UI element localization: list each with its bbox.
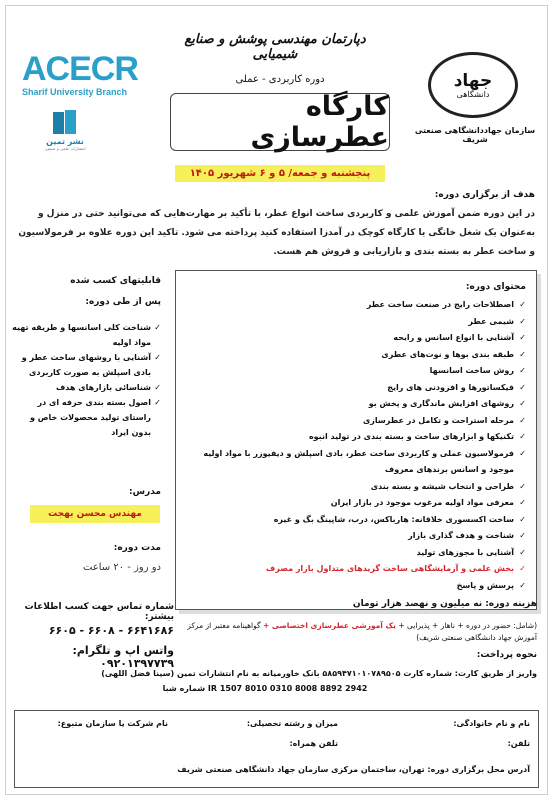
checkmark-icon: ✓ bbox=[519, 531, 526, 540]
jahad-org-name: سازمان جهاددانشگاهی صنعتی شریف bbox=[414, 126, 536, 144]
checkmark-icon: ✓ bbox=[519, 415, 526, 425]
tamin-logo-name: نشر تمین bbox=[46, 137, 84, 146]
content-item-text: آشنایی با انواع اسانس و رایحه bbox=[393, 333, 514, 342]
form-label-address: آدرس محل برگزاری دوره: تهران، ساختمان مرکزی سازمان جهاد دانشگاهی صنعتی شریف bbox=[177, 765, 530, 774]
checkmark-icon: ✓ bbox=[519, 448, 526, 458]
cost-detail-highlight: یک آموزشی عطرسازی اختصاصی + bbox=[262, 621, 396, 630]
content-heading: محتوای دوره: bbox=[465, 282, 526, 292]
form-label-education: میزان و رشته تحصیلی: bbox=[246, 719, 338, 728]
skill-item bbox=[11, 350, 161, 380]
title-box bbox=[170, 93, 390, 151]
payment-heading: نحوه پرداخت: bbox=[476, 650, 537, 660]
checkmark-icon: ✓ bbox=[519, 580, 526, 590]
skill-item-text: شناخت کلی اسانسها و طریقه تهیه مواد اولیه bbox=[12, 323, 151, 347]
cost-detail bbox=[177, 620, 537, 644]
course-cost: هزینه دوره: نه میلیون و نهصد هزار تومان bbox=[352, 599, 537, 609]
content-box bbox=[175, 270, 537, 610]
skills-heading: قابلیتهای کسب شده bbox=[70, 276, 161, 286]
content-item-text: معرفی مواد اولیه مرغوب موجود در بازار ایران bbox=[330, 498, 514, 507]
tamin-logo bbox=[40, 108, 90, 151]
content-item-text: تکنیکها و ابزارهای ساخت و بسته بندی در تولید انبوه bbox=[308, 432, 514, 441]
content-item bbox=[181, 380, 526, 397]
checkmark-icon: ✓ bbox=[519, 366, 526, 375]
course-type: دوره کاربردی - عملی bbox=[235, 74, 325, 85]
content-item-text: شیمی عطر bbox=[468, 316, 514, 326]
form-label-phone: تلفن: bbox=[507, 739, 530, 748]
content-item-text: طبقه بندی بوها و نوت‌های عطری bbox=[381, 349, 514, 359]
skill-item-text: آشنایی با روشهای ساخت عطر و بادی اسپلش به صورت کاربردی bbox=[21, 353, 151, 377]
content-item bbox=[181, 545, 526, 562]
checkmark-icon: ✓ bbox=[519, 316, 526, 326]
content-item bbox=[181, 363, 526, 380]
duration-value: دو روز - ۲۰ ساعت bbox=[82, 562, 161, 573]
checkmark-icon: ✓ bbox=[154, 398, 161, 407]
content-item bbox=[181, 479, 526, 496]
checkmark-icon: ✓ bbox=[519, 547, 526, 557]
content-item bbox=[181, 446, 526, 479]
content-item bbox=[181, 396, 526, 413]
checkmark-icon: ✓ bbox=[154, 323, 161, 332]
checkmark-icon: ✓ bbox=[519, 498, 526, 507]
content-item-text: ساخت اکسسوری خلاقانه: هارباکس، درب، شاپینگ بگ و غیره bbox=[273, 514, 514, 524]
content-item-text: پرسش و پاسخ bbox=[456, 580, 514, 590]
phone-number: ۶۶۴۱۶۸۶ - ۶۶۰۸ - ۶۶۰۵ bbox=[48, 624, 174, 637]
content-item-text: فیکساتورها و افزودنی های رایج bbox=[387, 382, 514, 392]
checkmark-icon: ✓ bbox=[519, 333, 526, 342]
content-item bbox=[181, 330, 526, 347]
jahad-logo-sub: دانشگاهی bbox=[456, 89, 490, 99]
content-item-text: اصطلاحات رایج در صنعت ساخت عطر bbox=[366, 300, 514, 309]
content-item bbox=[181, 347, 526, 364]
content-item-text: بخش علمی و آزمایشگاهی ساخت گریدهای متداول بازار مصرف bbox=[265, 564, 514, 573]
content-item bbox=[181, 561, 526, 578]
skill-item bbox=[11, 380, 161, 395]
checkmark-icon: ✓ bbox=[519, 564, 526, 573]
page-title: کارگاه عطرسازی bbox=[250, 91, 389, 153]
content-item-text: روش ساخت اسانسها bbox=[429, 366, 514, 375]
iban-number: شماره شبا IR 1507 8010 0310 8008 8892 2942 bbox=[162, 684, 368, 693]
skills-list bbox=[11, 320, 161, 440]
content-item-text: مرحله استراحت و تکامل در عطرسازی bbox=[362, 415, 514, 425]
checkmark-icon: ✓ bbox=[519, 300, 526, 309]
content-item bbox=[181, 297, 526, 314]
acecr-logo-text: ACECR bbox=[22, 50, 138, 88]
checkmark-icon: ✓ bbox=[519, 399, 526, 408]
cost-detail-part-c: گواهینامه معتبر از مرکز آموزش جهاد دانشگاهی صنعتی شریف) bbox=[187, 621, 537, 642]
checkmark-icon: ✓ bbox=[519, 432, 526, 441]
form-label-name: نام و نام خانوادگی: bbox=[453, 719, 530, 728]
goal-text: در این دوره ضمن آموزش علمی و کاربردی ساخت انواع عطر، با تأکید بر مهارت‌هایی که می‌توانید حتی در منزل و به‌عنوان یک شغل خانگی یا کارگاه کوچک در آمدزا استفاده کنید پرداخته می شود. تاکید این دوره علاوه بر فرمولاسیون و ساخت عطر به بسته بندی و بازاریابی و فروش هم هست. bbox=[18, 209, 535, 257]
skill-item-text: اصول بسته بندی حرفه ای در راستای تولید محصولات خاص و بدون ایراد bbox=[30, 398, 151, 437]
goal-heading: هدف از برگزاری دوره: bbox=[434, 190, 535, 200]
books-icon bbox=[51, 108, 79, 136]
skills-subheading: پس از طی دوره: bbox=[85, 297, 161, 307]
content-item bbox=[181, 512, 526, 529]
tamin-logo-tagline: انتشارات علمی و صنعتی bbox=[44, 146, 86, 151]
content-item bbox=[181, 528, 526, 545]
teacher-name: مهندس محسن بهجت bbox=[30, 505, 160, 523]
checkmark-icon: ✓ bbox=[154, 353, 161, 362]
checkmark-icon: ✓ bbox=[519, 349, 526, 359]
jahad-logo-word: جهاد bbox=[453, 70, 493, 91]
date-banner: پنجشنبه و جمعه/ ۵ و ۶ شهریور ۱۴۰۵ bbox=[175, 165, 385, 182]
form-label-company: نام شرکت یا سازمان متبوع: bbox=[57, 719, 168, 728]
checkmark-icon: ✓ bbox=[519, 481, 526, 491]
content-item-text: روشهای افزایش ماندگاری و پخش بو bbox=[368, 399, 514, 408]
form-label-mobile: تلفن همراه: bbox=[289, 739, 338, 748]
registration-form bbox=[14, 710, 539, 788]
payment-card-info: واریز از طریق کارت: شماره کارت ۵۸۵۹۴۷۱۰۱۰۷۸۹۵۰۵ بانک خاورمیانه به نام انتشارات تمین (سینا فضل اللهی) bbox=[101, 669, 537, 678]
jahad-logo bbox=[428, 52, 518, 118]
messenger-phone: واتس اپ و تلگرام: ۰۹۲۰۱۳۹۷۷۳۹ bbox=[72, 644, 174, 670]
teacher-heading: مدرس: bbox=[129, 487, 161, 497]
acecr-logo-subtitle: Sharif University Branch bbox=[22, 87, 128, 97]
content-item-text: فرمولاسیون عملی و کاربردی ساخت عطر، بادی اسپلش و دیفیوزر با مواد اولیه موجود و اسانس برندهای معروف bbox=[203, 448, 514, 474]
content-item bbox=[181, 578, 526, 595]
skill-item bbox=[11, 320, 161, 350]
content-item bbox=[181, 429, 526, 446]
checkmark-icon: ✓ bbox=[519, 382, 526, 392]
checkmark-icon: ✓ bbox=[154, 383, 161, 392]
content-item bbox=[181, 413, 526, 430]
content-item bbox=[181, 495, 526, 512]
duration-heading: مدت دوره: bbox=[113, 543, 161, 553]
cost-detail-part-a: (شامل: حضور در دوره + ناهار + پذیرایی + bbox=[395, 621, 537, 630]
content-item-text: شناخت و هدف گذاری بازار bbox=[408, 531, 514, 540]
content-list bbox=[181, 297, 526, 594]
acecr-logo bbox=[22, 52, 142, 97]
content-item-text: طراحی و انتخاب شیشه و بسته بندی bbox=[370, 481, 514, 491]
skill-item-text: شناسائی بازارهای هدف bbox=[56, 383, 151, 392]
checkmark-icon: ✓ bbox=[519, 514, 526, 524]
contact-heading: شماره تماس جهت کسب اطلاعات بیشتر: bbox=[24, 602, 174, 622]
content-item bbox=[181, 314, 526, 331]
skill-item bbox=[11, 395, 161, 440]
department-title: دپارتمان مهندسی پوشش و صنایع شیمیایی bbox=[184, 32, 366, 62]
content-item-text: آشنایی با مجوزهای تولید bbox=[416, 547, 514, 557]
